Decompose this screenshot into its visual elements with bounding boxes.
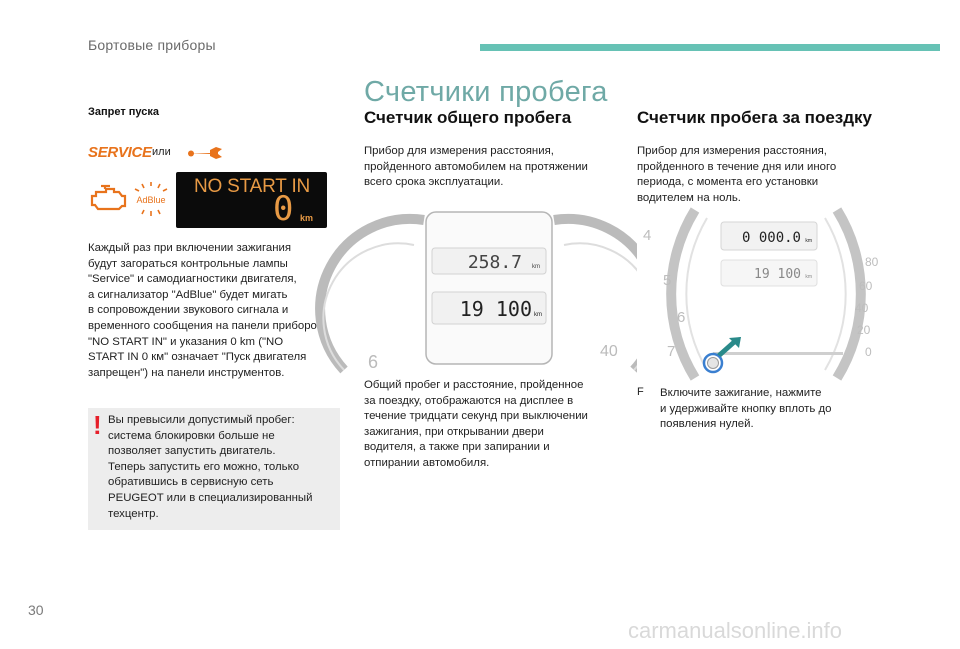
watermark: carmanualsonline.info [628, 618, 843, 643]
exclamation-icon: ! [93, 410, 102, 440]
right-trip-unit: km [805, 238, 812, 244]
odometer-illustration [364, 210, 618, 372]
trip-odometer-heading: Счетчик пробега за поездку [637, 108, 872, 127]
right-total-value: 19 100 [754, 267, 801, 282]
speed-label-60: 60 [859, 279, 873, 293]
right-trip-value: 0 000.0 [741, 230, 801, 246]
rpm-label-7: 7 [667, 343, 676, 360]
middle-trip-unit: km [532, 264, 540, 270]
or-label: или [152, 146, 171, 158]
start-block-body: Каждый раз при включении зажигания будут загораться контрольные лампы "Service" и самодиагностики двигателя, а сигнализатор "AdBlue" будет мигать в сопровождении звукового сигнала и временного сообщения на панели приборов "NO START IN" и указания 0 km ("NO START IN 0 км" означает "Пуск двигателя запрещен") на панели инструментов. [88, 242, 323, 379]
speed-label-20: 20 [857, 323, 871, 337]
trip-odometer-illustration [637, 210, 891, 378]
speed-label-0: 0 [865, 345, 872, 359]
rpm-label-5: 5 [663, 272, 672, 289]
wrench-icon [186, 141, 224, 163]
middle-gauge-label-left: 6 [368, 352, 379, 372]
header-accent-bar [480, 44, 940, 51]
speed-label-80: 80 [865, 255, 879, 269]
middle-total-unit: km [534, 312, 542, 318]
lcd-distance-unit: km [300, 213, 314, 223]
adblue-icon-text: AdBlue [136, 195, 166, 205]
rpm-label-6: 6 [677, 309, 686, 326]
lcd-message: NO START IN [194, 176, 311, 197]
bullet-f-icon: F [637, 386, 644, 398]
engine-check-icon [88, 182, 128, 214]
trip-reset-instruction: Включите зажигание, нажмите и удерживайте кнопку вплоть до появления нулей. [660, 387, 832, 431]
section-title: Счетчики пробега [364, 76, 608, 108]
page-number: 30 [28, 602, 44, 618]
total-odometer-body: Общий пробег и расстояние, пройденное за поездку, отображаются на дисплее в течение тридцати секунд при выключении зажигания, при открывании двери водителя, а также при запирании и отпирании автомобиля. [364, 379, 588, 469]
lcd-distance-value: 0 [273, 189, 294, 229]
warning-text: Вы превысили допустимый пробег: система блокировки больше не позволяет запустить двигатель. Теперь запустить его можно, только обратившись в сервисную сеть PEUGEOT или в специализированный техцентр. [108, 414, 313, 520]
middle-gauge-label-right: 40 [600, 343, 618, 360]
speed-label-40: 40 [855, 301, 869, 315]
adblue-icon [131, 180, 171, 218]
rpm-label-4: 4 [643, 227, 652, 244]
chapter-title: Бортовые приборы [88, 37, 216, 53]
middle-trip-value: 258.7 [467, 252, 522, 273]
right-total-unit: km [805, 274, 812, 280]
start-block-heading: Запрет пуска [88, 106, 160, 118]
total-odometer-heading: Счетчик общего пробега [364, 108, 572, 127]
middle-total-value: 19 100 [459, 297, 532, 321]
total-odometer-intro: Прибор для измерения расстояния, пройденного автомобилем на протяжении всего срока эксплуатации. [364, 145, 588, 189]
service-warning-label: SERVICE [88, 144, 152, 161]
trip-odometer-intro: Прибор для измерения расстояния, пройденного в течение дня или иного периода, с момента его установки водителем на ноль. [637, 145, 837, 204]
